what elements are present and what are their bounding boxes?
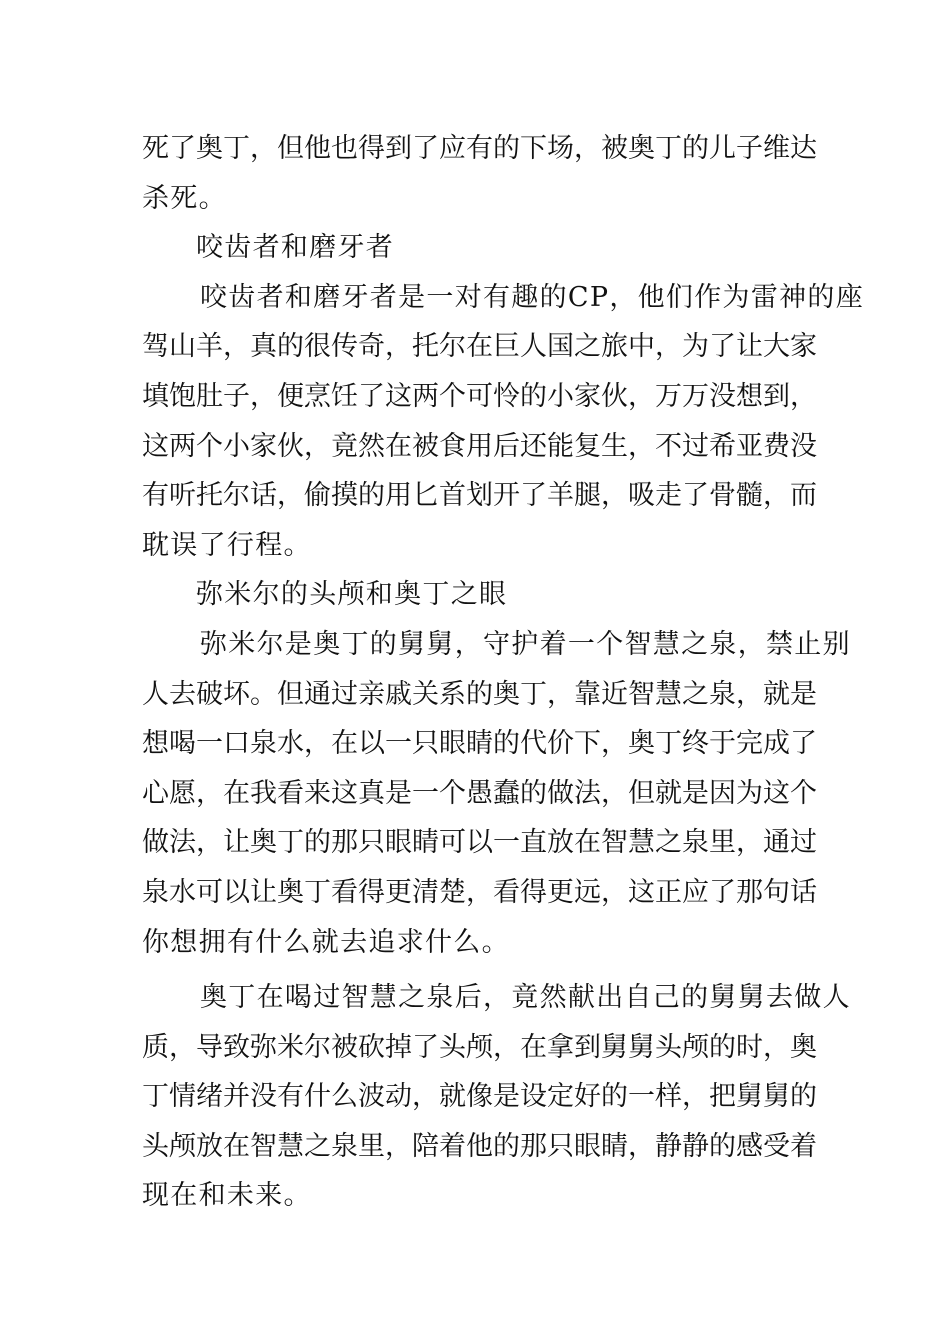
paragraph-line: 丁情绪并没有什么波动，就像是设定好的一样，把舅舅的 (142, 1081, 817, 1113)
paragraph-line: 杀死。 (142, 182, 227, 214)
paragraph-line: 耽误了行程。 (142, 529, 312, 561)
paragraph-line: 泉水可以让奥丁看得更清楚，看得更远，这正应了那句话 (142, 876, 817, 908)
paragraph-line: 质，导致弥米尔被砍掉了头颅，在拿到舅舅头颅的时，奥 (142, 1031, 817, 1063)
paragraph-line: 人去破坏。但通过亲戚关系的奥丁，靠近智慧之泉，就是 (142, 678, 817, 710)
paragraph-line: 做法，让奥丁的那只眼睛可以一直放在智慧之泉里，通过 (142, 827, 817, 859)
paragraph-line: 头颅放在智慧之泉里，陪着他的那只眼睛，静静的感受着 (142, 1130, 817, 1162)
paragraph-line: 有听托尔话，偷摸的用匕首划开了羊腿，吸走了骨髓，而 (142, 480, 817, 512)
paragraph-line: 现在和未来。 (142, 1180, 312, 1212)
paragraph-line: 弥米尔是奥丁的舅舅，守护着一个智慧之泉，禁止别 (200, 628, 851, 660)
paragraph-line: 这两个小家伙，竟然在被食用后还能复生，不过希亚费没 (142, 430, 817, 462)
paragraph-line: 驾山羊，真的很传奇，托尔在巨人国之旅中，为了让大家 (142, 331, 817, 363)
paragraph-line: 填饱肚子，便烹饪了这两个可怜的小家伙，万万没想到， (142, 380, 817, 412)
paragraph-line: 想喝一口泉水，在以一只眼睛的代价下，奥丁终于完成了 (142, 728, 817, 760)
paragraph-line: 你想拥有什么就去追求什么。 (142, 926, 510, 958)
paragraph-line: 死了奥丁，但他也得到了应有的下场，被奥丁的儿子维达 (142, 133, 817, 164)
section-heading: 咬齿者和磨牙者 (196, 232, 395, 264)
section-heading: 弥米尔的头颅和奥丁之眼 (196, 579, 508, 611)
paragraph-line: 咬齿者和磨牙者是一对有趣的CP，他们作为雷神的座 (200, 281, 865, 313)
body-text (142, 124, 865, 1221)
paragraph-line: 心愿，在我看来这真是一个愚蠢的做法，但就是因为这个 (142, 777, 817, 809)
paragraph-line: 奥丁在喝过智慧之泉后，竟然献出自己的舅舅去做人 (200, 982, 851, 1014)
